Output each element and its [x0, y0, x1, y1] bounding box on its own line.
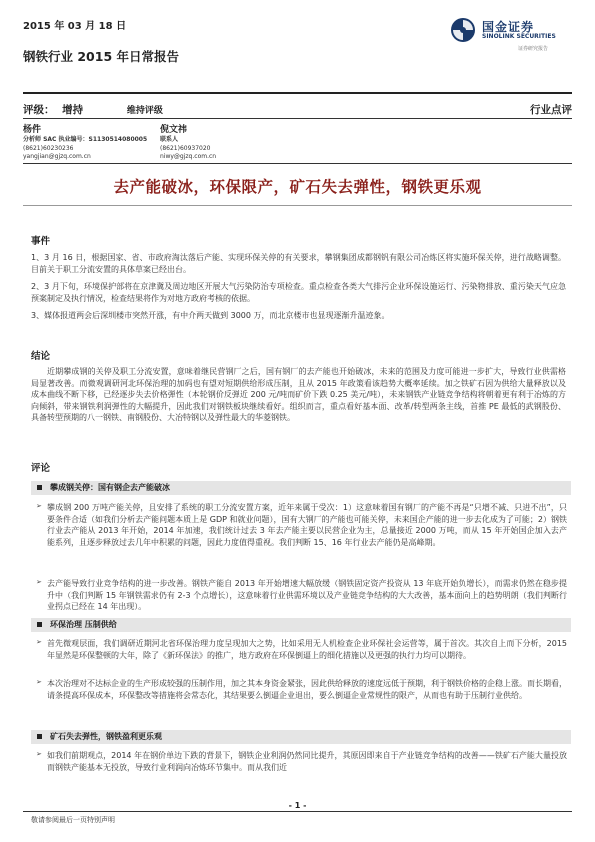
logo-subtitle: 证券研究报告: [518, 46, 549, 52]
rating-status: 维持评级: [126, 106, 163, 116]
square-bullet-icon: [37, 485, 42, 490]
square-bullet-icon: [37, 734, 42, 739]
arrow-bullet-icon: ➢: [36, 638, 42, 646]
events-heading: 事件: [31, 236, 51, 247]
footer-disclaimer: 敬请参阅最后一页特别声明: [31, 816, 115, 824]
bullet-text: 去产能导致行业竞争结构的进一步改善。钢铁产能自 2013 年开始增速大幅放缓（钢铁固定资产投资从 13 年底开始负增长），而需求仍然在稳步提升中（我们判断 15 年钢铁需求仍有 2-3 个点增长），这意味着行业供需环境以及产业链竞争结构的大大改善，基本面向上的趋势明朗（我们判断行业拐点已经在 14 年出现）。: [47, 579, 567, 611]
analyst-role: 联系人: [160, 136, 179, 143]
analyst-card-2: [160, 124, 216, 162]
analyst-phone: (8621)60937020: [160, 144, 211, 152]
analyst-card-1: [23, 124, 147, 162]
logo-chinese-name: 国金证券: [482, 20, 535, 34]
event-item: 1、3 月 16 日，根据国家、省、市政府淘汰落后产能、实现环保关停的有关要求，攀钢集团成都钢钒有限公司冶炼区将实施环保关停，进行战略调整。目前关于职工分流安置的具体草案已经出台。: [31, 253, 566, 274]
rating-divider: [23, 118, 572, 119]
arrow-bullet-icon: ➢: [36, 678, 42, 686]
subsection-title: 环保治理 压制供给: [50, 620, 117, 629]
subsection-title: 矿石失去弹性，钢铁盈利更乐观: [50, 732, 162, 741]
rating-label: 评级：: [23, 104, 55, 116]
headline-divider: [23, 205, 572, 206]
bullet-text: 首先微观层面，我们调研近期河北省环保治理力度呈现加大之势，比如采用无人机检查企业环保社会运营等，属于首次。其次自上而下分析，2015 年显然是环保整顿的大年，除了《新环保法》的推广，地方政府在环保倒逼上的细化措施以及更强的执行力均可以期待。: [47, 639, 567, 660]
analyst-email[interactable]: yangjian@gjzq.com.cn: [23, 153, 91, 160]
rating-value: 增持: [62, 104, 84, 116]
footer-divider: [23, 811, 572, 812]
bullet-text: 如我们前期观点，2014 年在钢价单边下跌的背景下，钢铁企业利润仍然同比提升，其原因即来自于产业链竞争结构的改善——铁矿石产能大量投放而钢铁产能基本无投放，导致行业利润向冶炼环节集中。而从我们近: [47, 751, 567, 772]
subsection-header-2: [31, 618, 571, 632]
sinolink-logo-icon: [450, 17, 476, 43]
subsection-header-3: [31, 730, 571, 744]
bullet-text: 攀成钢 200 万吨产能关停，且安排了系统的职工分流安置方案，近年来属于受次：1）这意味着国有钢厂的产能不再是“只增不减、只进不出”，只要条件合适（如我们分析去产能问题本质上是 GDP 和就业问题），国有大钢厂的产能也可能关停，未来国企产能的进一步去化成为了可能；2）钢铁行业去产能从 2013 年开始，2014 年加速，我们统计过去 3 年去产能主要以民营企业为主，总量接近 2000 万吨，而从 15 年开始国企加入去产能系列，且逐步释放过去几年中积累的问题，因此力度值得重视。我们判断 15、16 年行业去产能仍是高峰期。: [47, 503, 567, 547]
arrow-bullet-icon: ➢: [36, 578, 42, 586]
analyst-email[interactable]: niwy@gjzq.com.cn: [160, 153, 217, 160]
analyst-name: 杨件: [23, 125, 42, 135]
analyst-phone: (8621)60230236: [23, 144, 74, 152]
sinolink-logo: [450, 17, 570, 57]
header-divider: [23, 92, 572, 94]
subsection-header-1: [31, 481, 571, 495]
analyst-role: 分析师 SAC 执业编号：S1130514080005: [23, 136, 148, 143]
report-type: 行业点评: [530, 104, 572, 116]
bullet-text: 本次治理对不达标企业的生产形成较强的压制作用，加之其本身资金紧张，因此供给释放的速度远低于预期，利于钢铁价格的企稳上涨。而长期看，请条提高环保成本，环保整改等措施将会常态化，其结果要么倒逼企业退出，要么倒逼企业常规性的限产，从而也有助于压制行业供给。: [47, 679, 567, 700]
report-title: 钢铁行业 2015 年日常报告: [23, 49, 179, 64]
report-date: 2015 年 03 月 18 日: [23, 21, 127, 32]
page-number: - 1 -: [288, 801, 307, 810]
arrow-bullet-icon: ➢: [36, 502, 42, 510]
analyst-divider: [23, 163, 572, 164]
arrow-bullet-icon: ➢: [36, 750, 42, 758]
conclusion-heading: 结论: [31, 351, 51, 362]
analyst-name: 倪文祎: [160, 125, 188, 135]
subsection-title: 攀成钢关停：国有钢企去产能破冰: [50, 483, 170, 492]
commentary-heading: 评论: [31, 463, 51, 474]
event-item: 2、3 月下旬，环境保护部将在京津冀及周边地区开展大气污染防治专项检查。重点检查各类大气排污企业环保设施运行、污染物排放、重污染天气应急预案制定及执行情况，检查结果将作为对地方政府考核的依据。: [31, 282, 566, 303]
event-item: 3、媒体报道两会后深圳楼市突然开涨，有中介两天做到 3000 万，而北京楼市也显现逐渐升温迹象。: [31, 311, 390, 320]
square-bullet-icon: [37, 622, 42, 627]
logo-english-name: SINOLINK SECURITIES: [482, 33, 556, 40]
conclusion-text: 近期攀成钢的关停及职工分流安置，意味着继民营钢厂之后，国有钢厂的去产能也开始破冰，未来的范围及力度可能进一步扩大，导致行业供需格局显著改善。而微观调研河北环保治理的加码也有望对短期供给形成压制，且从 2015 年政策看该趋势大概率延续。加之铁矿石因为供给大量释放以及成本曲线不断下移，已经逐步失去价格弹性（本轮钢价反弹近 200 元/吨而矿价下跌 0.25 美元/吨），未来钢铁产业链竞争结构将朝着更有利于冶炼的方向倾斜，带来钢铁利润弹性的大幅提升，因此我们对钢铁板块继续看好。组织而言，重点看好基本面、改革/转型两条主线，首推 PE 最低的武钢股份、具备转型预期的八一钢铁、南钢股份、大冶特钢以及弹性最大的华菱钢铁。: [31, 367, 566, 422]
headline: 去产能破冰，环保限产，矿石失去弹性，钢铁更乐观: [113, 178, 482, 196]
rating-row: [23, 102, 572, 117]
